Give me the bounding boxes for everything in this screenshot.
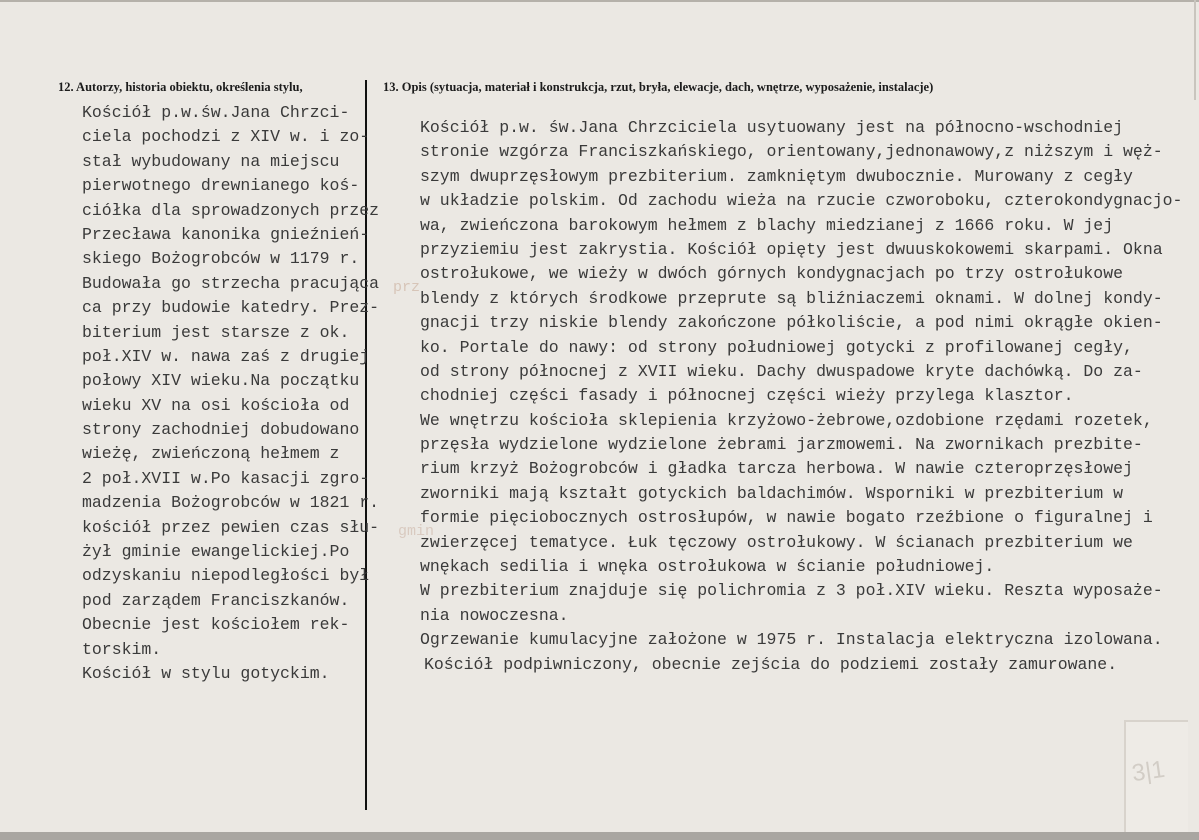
text-line: przęsła wydzielone wydzielone żebrami jarzmowemi. Na zwornikach prezbite- [420,435,1143,455]
text-line: Kościół w stylu gotyckim. [82,663,330,683]
text-line: strony zachodniej dobudowano [82,420,360,440]
text-line: pod zarządem Franciszkanów. [82,590,350,610]
text-line: madzenia Bożogrobców w 1821 r. [82,493,380,513]
text-line: rium krzyż Bożogrobców i gładka tarcza herbowa. W nawie czteroprzęsłowej [420,459,1133,479]
bleed-through-text: gmin [398,523,435,540]
text-line: zworniki mają kształt gotyckich baldachimów. Wsporniki w prezbiterium w [420,483,1124,503]
text-line: Kościół p.w. św.Jana Chrzciciela usytuowany jest na północno-wschodniej [420,118,1124,137]
text-line: szym dwuprzęsłowym prezbiterium. zamkniętym dwubocznie. Murowany z cegły [420,166,1133,186]
text-line: ca przy budowie katedry. Prez- [82,298,380,318]
section-12-header: 12. Autorzy, historia obiektu, określenia stylu, [58,80,303,94]
text-line: ostrołukowe, we wieży w dwóch górnych kondygnacjach po trzy ostrołukowe [420,264,1124,284]
top-edge [0,0,1199,2]
text-line: stronie wzgórza Franciszkańskiego, orientowany,jednonawowy,z niższym i węż- [420,142,1163,162]
text-line: W prezbiterium znajduje się polichromia z 3 poł.XIV wieku. Reszta wyposaże- [420,581,1163,601]
text-line: formie pięciobocznych ostrosłupów, w nawie bogato rzeźbione o figuralnej i [420,508,1153,528]
section-13-text [420,116,1190,677]
text-line: We wnętrzu kościoła sklepienia krzyżowo-żebrowe,ozdobione rzędami rozetek, [420,410,1153,430]
text-line: stał wybudowany na miejscu [82,151,340,171]
text-line: ciółka dla sprowadzonych przez [82,200,380,220]
text-line: zwierzęcej tematyce. Łuk tęczowy ostrołukowy. W ścianach prezbiterium we [420,532,1133,552]
text-line: przyziemiu jest zakrystia. Kościół opięty jest dwuuskokowemi skarpami. Okna [420,239,1163,259]
right-edge [1194,0,1196,100]
text-line: wieżę, zwieńczoną hełmem z [82,444,340,464]
text-line: chodniej części fasady i północnej części wieży przylega klasztor. [420,386,1074,406]
text-line: ciela pochodzi z XIV w. i zo- [82,127,370,147]
text-line: nia nowoczesna. [420,605,569,625]
text-line: wa, zwieńczona barokowym hełmem z blachy miedzianej z 1666 roku. W jej [420,215,1114,235]
section-12-text [82,101,382,686]
text-line: w układzie polskim. Od zachodu wieża na rzucie czworoboku, czterokondygnacjo- [420,191,1183,211]
text-line: połowy XIV wieku.Na początku [82,371,360,391]
text-line: blendy z których środkowe przeprute są bliźniaczemi oknami. W dolnej kondy- [420,288,1163,308]
text-line: Kościół p.w.św.Jana Chrzci- [82,103,350,122]
text-line: skiego Bożogrobców w 1179 r. [82,249,360,269]
stamp-mark: 3|1 [1130,755,1167,788]
section-13-header: 13. Opis (sytuacja, materiał i konstrukcja, rzut, bryła, elewacje, dach, wnętrze, wyposażenie, instalacje) [383,80,934,94]
text-line: od strony północnej z XVII wieku. Dachy dwuspadowe kryte dachówką. Do za- [420,361,1143,381]
text-line: odzyskaniu niepodległości był [82,566,370,586]
bottom-edge [0,832,1199,840]
text-line: Obecnie jest kościołem rek- [82,615,350,635]
text-line: kościół przez pewien czas słu- [82,517,380,537]
text-line: Budowała go strzecha pracująca [82,273,380,293]
text-line: wnękach sedilia i wnęka ostrołukowa w ścianie południowej. [420,557,995,577]
text-line: 2 poł.XVII w.Po kasacji zgro- [82,468,370,488]
text-line: gnacji trzy niskie blendy zakończone półkoliście, a pod nimi okrągłe okien- [420,313,1163,333]
text-line: Przecława kanonika gnieźnień- [82,224,370,244]
text-line: ko. Portale do nawy: od strony południowej gotycki z profilowanej cegły, [420,337,1133,357]
text-line: pierwotnego drewnianego koś- [82,176,360,196]
text-line: biterium jest starsze z ok. [82,322,350,342]
text-line: poł.XIV w. nawa zaś z drugiej [82,346,370,366]
text-line: żył gminie ewangelickiej.Po [82,542,350,562]
text-line: wieku XV na osi kościoła od [82,395,350,415]
text-line: Ogrzewanie kumulacyjne założone w 1975 r. Instalacja elektryczna izolowana. [420,630,1163,650]
text-line: Kościół podpiwniczony, obecnie zejścia do podziemi zostały zamurowane. [424,654,1118,674]
text-line: torskim. [82,639,162,659]
bleed-through-text: prz [393,279,421,296]
